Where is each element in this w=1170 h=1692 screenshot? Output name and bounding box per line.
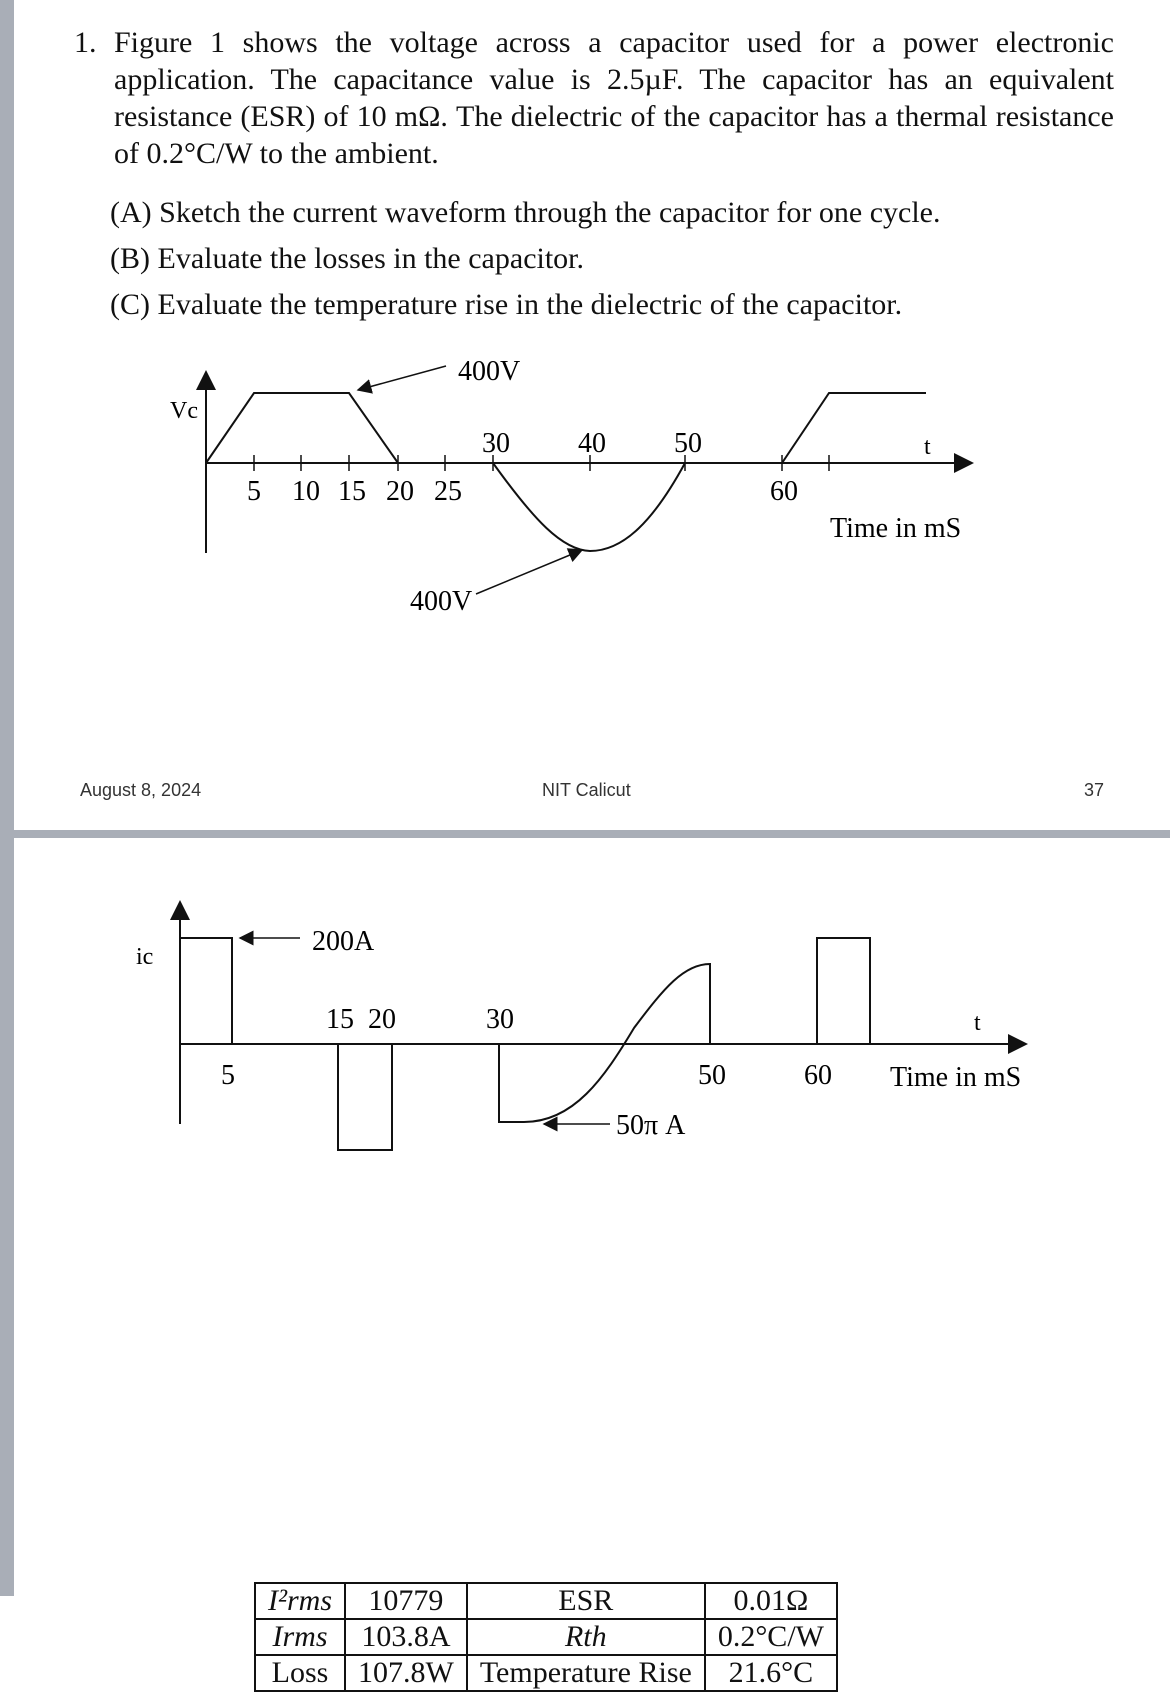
- tick-label: 10: [292, 476, 320, 507]
- repeat-pulse: [817, 938, 870, 1044]
- sine-label: 50π A: [616, 1110, 686, 1141]
- table-cell: Temperature Rise: [467, 1655, 705, 1691]
- table-cell: Loss: [255, 1655, 345, 1691]
- tick-label: 30: [482, 428, 510, 459]
- tick-label: 60: [770, 476, 798, 507]
- tick-label: 50: [698, 1060, 726, 1091]
- voltage-waveform-figure: [14, 0, 1170, 830]
- question-number: 1.: [74, 26, 97, 59]
- v-axis-label: Vc: [170, 398, 198, 424]
- tick-label: 15 20: [326, 1004, 396, 1035]
- bottom-peak-label: 400V: [410, 586, 473, 617]
- top-peak-arrow: [358, 366, 446, 390]
- table-cell: 107.8W: [345, 1655, 467, 1691]
- footer-date: August 8, 2024: [80, 780, 202, 800]
- tick-labels: [221, 1004, 832, 1091]
- table-cell: 10779: [345, 1583, 467, 1619]
- tick-label: 15: [338, 476, 366, 507]
- part-a: (A) Sketch the current waveform through the capacitor for one cycle.: [110, 196, 941, 229]
- pulse-label: 200A: [312, 926, 375, 957]
- slide-question: [14, 0, 1170, 830]
- tick-label: 60: [804, 1060, 832, 1091]
- table-cell: 0.01Ω: [705, 1583, 837, 1619]
- tick-label: 20: [386, 476, 414, 507]
- tick-label: 30: [486, 1004, 514, 1035]
- top-peak-label: 400V: [458, 356, 521, 387]
- voltage-waveform: [206, 393, 926, 551]
- table-row: [255, 1655, 837, 1691]
- results-table: [254, 1582, 838, 1692]
- slide-divider: [14, 830, 1170, 838]
- tick-label: 5: [247, 476, 261, 507]
- footer-institution: NIT Calicut: [542, 780, 631, 800]
- time-axis-label: Time in mS: [890, 1062, 1022, 1093]
- t-label: t: [924, 434, 931, 460]
- table-cell: ESR: [467, 1583, 705, 1619]
- tick-label: 40: [578, 428, 606, 459]
- bottom-peak-arrow: [476, 550, 582, 594]
- table-row: [255, 1583, 837, 1619]
- table-row: [255, 1619, 837, 1655]
- t-label: t: [974, 1010, 981, 1036]
- tick-label: 5: [221, 1060, 235, 1091]
- i-axis-label: ic: [136, 944, 154, 970]
- slide-solution: [14, 838, 1170, 1689]
- tick-label: 25: [434, 476, 462, 507]
- footer-page-number: 37: [1083, 780, 1104, 800]
- positive-pulse: [180, 938, 232, 1044]
- table-cell: Rth: [467, 1619, 705, 1655]
- tick-label: 50: [674, 428, 702, 459]
- part-c: (C) Evaluate the temperature rise in the dielectric of the capacitor.: [110, 288, 903, 321]
- left-edge-bar: [0, 0, 14, 1596]
- table-cell: Irms: [255, 1619, 345, 1655]
- time-axis-label: Time in mS: [830, 513, 962, 544]
- table-cell: 0.2°C/W: [705, 1619, 837, 1655]
- negative-pulse: [338, 1044, 392, 1150]
- table-cell: I²rms: [255, 1583, 345, 1619]
- question-text: Figure 1 shows the voltage across a capacitor used for a power electronic application. The capacitance value is 2.5µF. The capacitor has an equivalent resistance (ESR) of 10 mΩ. The dielectric of the capacitor has a thermal resistance of 0.2°C/W to the ambient.: [114, 26, 1114, 170]
- table-cell: 103.8A: [345, 1619, 467, 1655]
- part-b: (B) Evaluate the losses in the capacitor.: [110, 242, 585, 275]
- table-cell: 21.6°C: [705, 1655, 837, 1691]
- current-waveform-figure: [14, 838, 1170, 1578]
- tick-labels: [247, 428, 798, 507]
